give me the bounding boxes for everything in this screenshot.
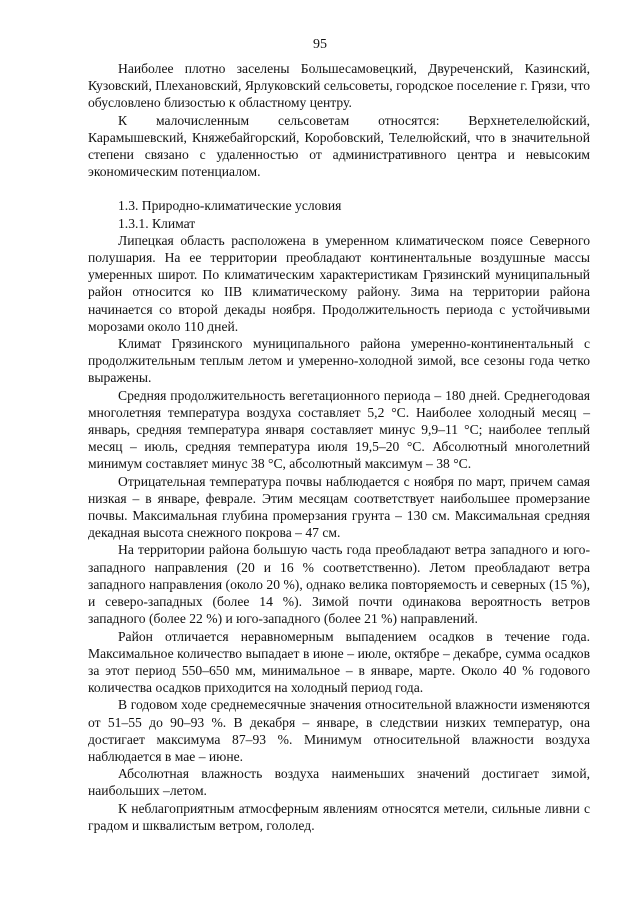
paragraph-sparse-councils: К малочисленным сельсоветам относятся: Верхнетелелюйский, Карамышевский, Княжебайгорский, Коробовский, Телелюйский, что в значительной степени связано с удаленностью от административного центра и невысоким экономическим потенциалом. bbox=[88, 112, 590, 180]
paragraph-absolute-humidity: Абсолютная влажность воздуха наименьших значений достигает зимой, наибольших –летом. bbox=[88, 766, 590, 799]
paragraph-temperature: Средняя продолжительность вегетационного периода – 180 дней. Среднегодовая многолетняя температура воздуха составляет 5,2 °С. Наиболее холодный месяц – январь, средняя температура января составляет минус 9,9–11 °С; наиболее теплый месяц – июль, средняя температура июля 19,5–20 °С. Абсолютный многолетний минимум составляет минус 38 °С, абсолютный максимум – 38 °С. bbox=[88, 387, 590, 472]
paragraph-climate-type: Климат Грязинского муниципального района умеренно-континентальный с продолжительным теплым летом и умеренно-холодной зимой, все сезоны года четко выражены. bbox=[88, 336, 590, 386]
document-body bbox=[88, 60, 590, 834]
section-gap bbox=[88, 180, 590, 197]
subsection-title: 1.3.1. Климат bbox=[118, 215, 196, 231]
page-number: 95 bbox=[313, 37, 327, 52]
paragraph-winds: На территории района большую часть года преобладают ветра западного и юго-западного направления (20 и 16 % соответственно). Летом преобладают ветра западного направления (около 20 %), однако велика повторяемость и северных (15 %), и северо-западных (более 14 %). Зимой почти одинакова вероятность ветров западного (более 22 %) и юго-западного (более 21 %) направлений. bbox=[88, 542, 590, 627]
paragraph-relative-humidity: В годовом ходе среднемесячные значения относительной влажности изменяются от 51–55 до 90–93 %. В декабря – январе, в следствии низких температур, она достигает максимума 87–93 %. Минимум относительной влажности воздуха наблюдается в мае – июне. bbox=[88, 697, 590, 764]
paragraph-climate-zone: Липецкая область расположена в умеренном климатическом поясе Северного полушария. На ее территории преобладают континентальные воздушные массы умеренных широт. По климатическим характеристикам Грязинский муниципальный район относится ко IIВ климатическому району. Зима на территории района начинается со второй декады ноября. Продолжительность периода с устойчивыми морозами около 110 дней. bbox=[88, 232, 590, 334]
paragraph-soil-freezing: Отрицательная температура почвы наблюдается с ноября по март, причем самая низкая – в январе, феврале. Этим месяцам соответствует наибольшее промерзание почвы. Максимальная глубина промерзания грунта – 130 см. Максимальная средняя декадная высота снежного покрова – 47 см. bbox=[88, 473, 590, 541]
paragraph-adverse-phenomena: К неблагоприятным атмосферным явлениям относятся метели, сильные ливни с градом и шквалистым ветром, гололед. bbox=[88, 800, 590, 833]
section-title: 1.3. Природно-климатические условия bbox=[118, 198, 342, 214]
paragraph-precipitation: Район отличается неравномерным выпадением осадков в течение года. Максимальное количество выпадает в июне – июле, октябре – декабре, сумма осадков за этот период 550–650 мм, минимальное – в январе, марте. Около 40 % годового количества осадков приходится на холодный период года. bbox=[88, 628, 590, 696]
paragraph-dense-councils: Наиболее плотно заселены Большесамовецкий, Двуреченский, Казинский, Кузовский, Плехановский, Ярлуковский сельсоветы, городское поселение г. Грязи, что обусловлено близостью к областному центру. bbox=[88, 61, 590, 111]
